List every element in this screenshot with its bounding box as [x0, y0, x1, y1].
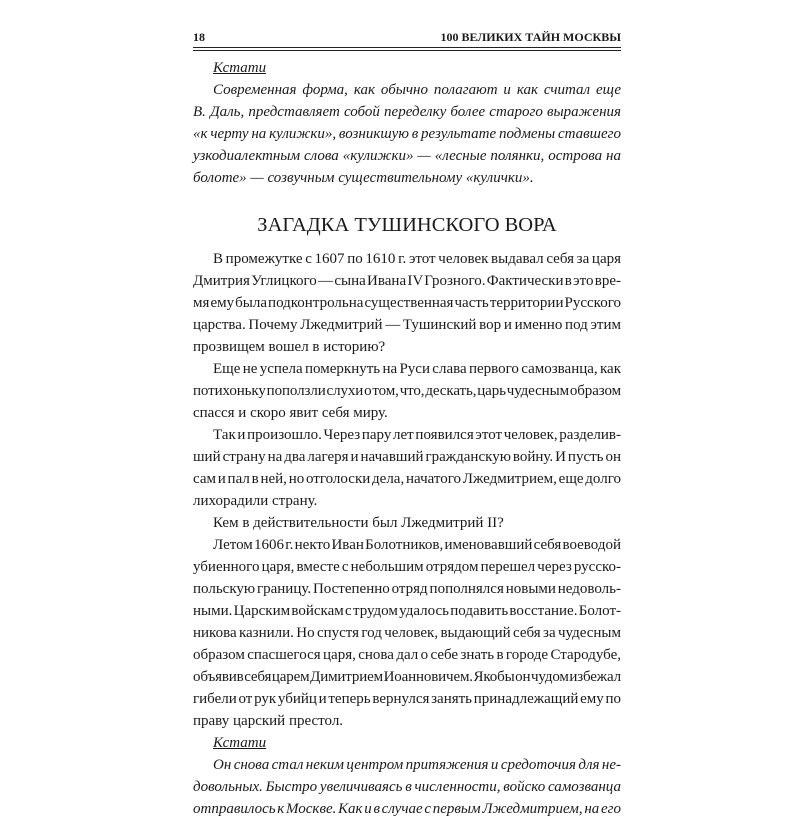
- body-line: гибели от рук убийц и теперь вернулся занять принадлежащий ему по: [193, 691, 621, 707]
- body-line: Дмитрия Углицкого — сына Ивана IV Грозного. Фактически в это вре-: [193, 273, 621, 289]
- body-line: прозвищем вошел в историю?: [193, 339, 386, 355]
- note-label: [193, 57, 621, 79]
- body-line: В промежутке с 1607 по 1610 г. этот человек выдавал себя за царя: [213, 251, 621, 267]
- body-line: Кем в действительности был Лжедмитрий II?: [213, 515, 504, 531]
- note-line: «к черту на кулижки», возникшую в результате подмены ставшего: [193, 126, 621, 142]
- book-title: 100 ВЕЛИКИХ ТАЙН МОСКВЫ: [440, 30, 621, 44]
- note-label-text: Кстати: [213, 60, 267, 76]
- spacer: [193, 189, 621, 201]
- note-line: Он снова стал неким центром притяжения и средоточия для не-: [213, 757, 621, 773]
- body-line: потихоньку поползли слухи о том, что, дескать, царь чудесным образом: [193, 383, 621, 399]
- body-line: Летом 1606 г. некто Иван Болотников, именовавший себя воеводой: [213, 537, 621, 553]
- body-line: Еще не успела померкнуть на Руси слава первого самозванца, как: [213, 361, 621, 377]
- note-label: [193, 732, 621, 754]
- body-line: спасся и скоро явит себя миру.: [193, 405, 388, 421]
- note-line: В. Даль, представляет собой переделку более старого выражения: [193, 104, 621, 120]
- note-line: довольных. Быстро увеличиваясь в численности, войско самозванца: [193, 779, 621, 795]
- body-line: царства. Почему Лжедмитрий — Тушинский вор и именно под этим: [193, 317, 621, 333]
- book-page: [193, 0, 621, 820]
- body-line: лихорадили страну.: [193, 493, 318, 509]
- page-body: [193, 57, 621, 820]
- header-rule: [193, 47, 621, 48]
- body-line: праву царский престол.: [193, 713, 344, 729]
- body-line: убиенного царя, вместе с небольшим отрядом перешел через русско-: [193, 559, 621, 575]
- body-line: ными. Царским войскам с трудом удалось подавить восстание. Болот-: [193, 603, 621, 619]
- body-line: ший страну на два лагеря и начавший гражданскую войну. И пусть он: [193, 449, 621, 465]
- note-label-text: Кстати: [213, 735, 267, 751]
- body-line: мя ему была подконтрольна существенная часть территории Русского: [193, 295, 621, 311]
- page-number: 18: [193, 30, 205, 44]
- body-line: сам и пал в ней, но отголоски дела, начатого Лжедмитрием, еще долго: [193, 471, 621, 487]
- running-header: [193, 30, 621, 45]
- body-line: образом спасшегося царя, снова дал о себе знать в городе Стародубе,: [193, 647, 621, 663]
- body-line: объявив себя царем Димитрием Иоанновичем. Якобы он чудом избежал: [193, 669, 621, 685]
- note-line: узкодиалектным слова «кулижки» — «лесные полянки, острова на: [193, 148, 621, 164]
- body-line: Так и произошло. Через пару лет появился этот человек, разделив-: [213, 427, 621, 443]
- body-line: никова казнили. Но спустя год человек, выдающий себя за чудесным: [193, 625, 621, 641]
- note-line: Современная форма, как обычно полагают и как считал еще: [213, 82, 621, 98]
- header-rule-thin: [193, 50, 621, 51]
- section-heading: ЗАГАДКА ТУШИНСКОГО ВОРА: [257, 214, 557, 236]
- note-line: отправилось к Москве. Как и в случае с первым Лжедмитрием, на его: [193, 801, 621, 817]
- body-line: польскую границу. Постепенно отряд пополнялся новыми недоволь-: [193, 581, 621, 597]
- note-line: болоте» — созвучным существительному «кулички».: [193, 170, 534, 186]
